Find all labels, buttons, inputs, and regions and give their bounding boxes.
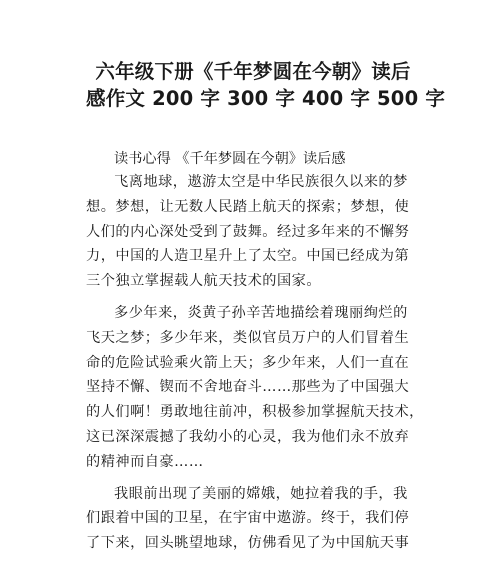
paragraph-line: 飞天之梦；多少年来，类似官员万户的人们冒着生 — [86, 329, 410, 346]
document-subtitle: 读书心得 《千年梦圆在今朝》读后感 — [114, 151, 346, 167]
paragraph-2 — [86, 301, 424, 475]
paragraph-line: 们跟着中国的卫星，在宇宙中遨游。终于，我们停 — [86, 510, 410, 527]
paragraph-line: 的精神而自豪…… — [86, 453, 204, 470]
paragraph-line: 力，中国的人造卫星升上了太空。中国已经成为第 — [86, 248, 410, 265]
paragraph-line: 了下来，回头眺望地球，仿佛看见了为中国航天事 — [86, 535, 410, 552]
title-line-1: 六年级下册《千年梦圆在今朝》读后 — [95, 60, 411, 83]
paragraph-1 — [86, 170, 420, 294]
paragraph-line: 多少年来，炎黄子孙辛苦地描绘着瑰丽绚烂的 — [114, 304, 408, 321]
paragraph-line: 飞离地球，遨游太空是中华民族很久以来的梦 — [114, 174, 408, 190]
paragraph-line: 人们的内心深处受到了鼓舞。经过多年来的不懈努 — [86, 223, 410, 240]
paragraph-line: 三个独立掌握载人航天技术的国家。 — [86, 273, 322, 290]
paragraph-line: 命的危险试验乘火箭上天；多少年来，人们一直在 — [86, 354, 410, 371]
document-title — [86, 58, 446, 112]
paragraph-line: 这已深深震撼了我幼小的心灵，我为他们永不放弃 — [86, 428, 410, 445]
paragraph-line: 我眼前出现了美丽的嫦娥，她拉着我的手，我 — [114, 485, 408, 502]
paragraph-line: 的人们啊！勇敢地往前冲，积极参加掌握航天技术， — [86, 404, 424, 421]
paragraph-line: 想。梦想，让无数人民踏上航天的探索；梦想，使 — [86, 198, 410, 215]
paragraph-line: 坚持不懈、锲而不舍地奋斗……那些为了中国强大 — [86, 379, 410, 396]
title-line-2: 感作文 200 字 300 字 400 字 500 字 — [86, 87, 446, 110]
paragraph-3 — [86, 482, 420, 556]
